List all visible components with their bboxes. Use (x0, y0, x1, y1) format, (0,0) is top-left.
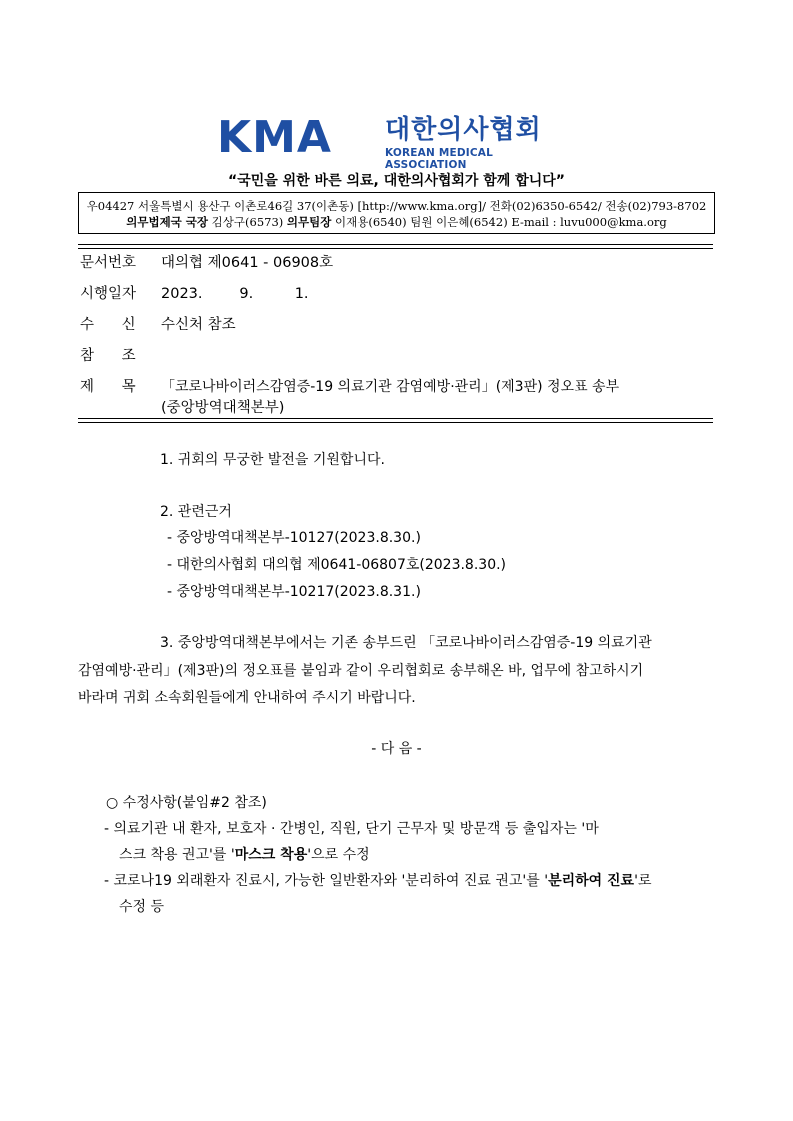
date-value: 2023. 9. 1. (161, 286, 309, 302)
reference-item: - 중앙방역대책본부-10217(2023.8.31.) (167, 584, 421, 600)
letterhead-logo (217, 112, 577, 171)
divider-heading: - 다 음 - (371, 741, 422, 757)
header-bottom-rule (78, 418, 713, 423)
staff-contacts: 이재용(6540) 팀원 이은혜(6542) E-mail : luvu000@kma.org (331, 215, 667, 229)
org-name-korean: 대한의사협회 (385, 115, 542, 145)
org-name-english: KOREAN MEDICAL ASSOCIATION (385, 147, 493, 171)
date-row (80, 284, 309, 304)
item-2-emphasis: 분리하여 진료 (548, 873, 635, 889)
item-2-text-pre: - 코로나19 외래환자 진료시, 가능한 일반환자와 '분리하여 진료 권고'를 ' (104, 873, 549, 889)
recipient-label: 수 신 (80, 317, 136, 333)
staff-line (79, 214, 714, 230)
item-1-emphasis: 마스크 착용 (234, 847, 308, 863)
item-2-line-1 (104, 871, 651, 891)
reference-item: - 중앙방역대책본부-10127(2023.8.30.) (167, 530, 421, 546)
paragraph-1: 1. 귀회의 무궁한 발전을 기원합니다. (160, 452, 385, 468)
date-label: 시행일자 (80, 286, 137, 302)
item-1-text-pre: 스크 착용 권고'를 ' (119, 847, 235, 863)
subject-line-1: 「코로나바이러스감염증-19 의료기관 감염예방·관리」(제3판) 정오표 송부 (161, 379, 620, 395)
paragraph-3-line-1: 3. 중앙방역대책본부에서는 기존 송부드린 「코로나바이러스감염증-19 의료기관 (160, 635, 652, 651)
item-2-text-post: '로 (634, 873, 652, 889)
doc-number-label: 문서번호 (80, 255, 137, 271)
item-1-line-1: - 의료기관 내 환자, 보호자 · 간병인, 직원, 단기 근무자 및 방문객 등 출입자는 '마 (104, 821, 599, 837)
recipient-value: 수신처 참조 (161, 317, 236, 333)
doc-number-value: 대의협 제0641 - 06908호 (161, 255, 334, 271)
reference-label: 참 조 (80, 348, 136, 364)
subject-line-2: (중앙방역대책본부) (161, 400, 285, 416)
address-line: 우04427 서울특별시 용산구 이촌로46길 37(이촌동) [http://www.kma.org]/ 전화(02)6350-6542/ 전송(02)793-8702 (86, 199, 707, 213)
director-title: 의무법제국 국장 (126, 215, 209, 229)
subject-label: 제 목 (80, 379, 136, 395)
doc-number-row (80, 253, 334, 273)
slogan: “국민을 위한 바른 의료, 대한의사협회가 함께 합니다” (228, 173, 565, 189)
address-box (78, 192, 715, 234)
reference-row (80, 346, 160, 366)
item-1-text-post: '으로 수정 (307, 847, 370, 863)
reference-item: - 대한의사협회 대의협 제0641-06807호(2023.8.30.) (167, 557, 507, 573)
header-top-rule (78, 244, 713, 249)
team-lead-title: 의무팀장 (286, 215, 332, 229)
subject-row (80, 377, 620, 397)
paragraph-3-line-2: 감염예방·관리」(제3판)의 정오표를 붙임과 같이 우리협회로 송부해온 바, 업무에 참고하시기 (78, 663, 644, 679)
paragraph-2-title: 2. 관련근거 (160, 504, 232, 520)
item-2-line-2: 수정 등 (119, 899, 165, 915)
kma-logo-text: KMA (217, 112, 332, 163)
director-name: 김상구(6573) (208, 215, 287, 229)
paragraph-3-line-3: 바라며 귀회 소속회원들에게 안내하여 주시기 바랍니다. (78, 690, 416, 706)
recipient-row (80, 315, 236, 335)
section-title: ○ 수정사항(붙임#2 참조) (106, 795, 267, 811)
item-1-line-2 (119, 845, 370, 865)
